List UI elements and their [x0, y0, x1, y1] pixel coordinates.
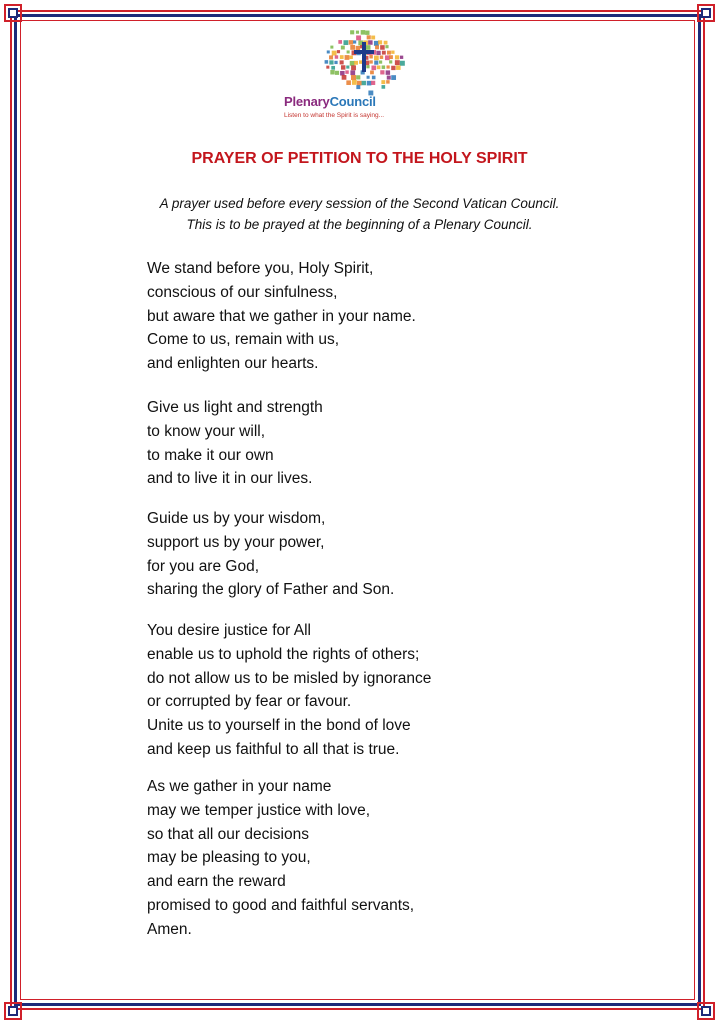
prayer-line: Come to us, remain with us, — [147, 331, 340, 349]
prayer-line: so that all our decisions — [147, 825, 309, 843]
logo-wordmark: PlenaryCouncil — [284, 94, 376, 109]
prayer-line: Amen. — [147, 920, 192, 938]
prayer-line: sharing the glory of Father and Son. — [147, 581, 395, 599]
prayer-line: to know your will, — [147, 422, 266, 440]
prayer-line: As we gather in your name — [147, 778, 332, 795]
logo-tagline: Listen to what the Spirit is saying... — [284, 112, 385, 119]
prayer-line: Unite us to yourself in the bond of love — [147, 717, 411, 735]
prayer-line: Give us light and strength — [147, 399, 323, 416]
prayer-line: and to live it in our lives. — [147, 470, 313, 488]
border-corner-ornament — [697, 4, 715, 22]
prayer-line: and enlighten our hearts. — [147, 355, 319, 373]
prayer-stanza-3 — [147, 507, 394, 602]
prayer-line: but aware that we gather in your name. — [147, 307, 416, 325]
prayer-stanza-4 — [147, 619, 431, 762]
prayer-line: do not allow us to be misled by ignorance — [147, 669, 432, 687]
subtitle-line: A prayer used before every session of the Second Vatican Council. — [159, 196, 560, 211]
prayer-line: conscious of our sinfulness, — [147, 283, 338, 301]
prayer-line: support us by your power, — [147, 533, 325, 551]
border-corner-ornament — [697, 1002, 715, 1020]
prayer-line: may be pleasing to you, — [147, 849, 311, 867]
prayer-line: promised to good and faithful servants, — [147, 896, 415, 914]
prayer-stanza-1 — [147, 257, 416, 376]
mosaic-map-cross-icon — [320, 28, 410, 98]
prayer-stanza-5 — [147, 775, 414, 942]
prayer-line: We stand before you, Holy Spirit, — [147, 260, 374, 277]
prayer-line: for you are God, — [147, 557, 260, 575]
prayer-line: enable us to uphold the rights of others; — [147, 645, 420, 663]
prayer-line: or corrupted by fear or favour. — [147, 693, 352, 711]
prayer-line: You desire justice for All — [147, 622, 311, 639]
prayer-line: may we temper justice with love, — [147, 801, 371, 819]
subtitle-line: This is to be prayed at the beginning of a Plenary Council. — [186, 217, 533, 232]
prayer-title: PRAYER OF PETITION TO THE HOLY SPIRIT — [191, 150, 528, 167]
prayer-subtitle — [0, 193, 719, 235]
prayer-line: to make it our own — [147, 446, 274, 464]
border-corner-ornament — [4, 4, 22, 22]
plenary-council-logo — [282, 28, 442, 128]
prayer-line: and keep us faithful to all that is true. — [147, 740, 400, 758]
border-corner-ornament — [4, 1002, 22, 1020]
prayer-line: and earn the reward — [147, 873, 286, 891]
prayer-stanza-2 — [147, 396, 323, 491]
prayer-line: Guide us by your wisdom, — [147, 510, 326, 527]
